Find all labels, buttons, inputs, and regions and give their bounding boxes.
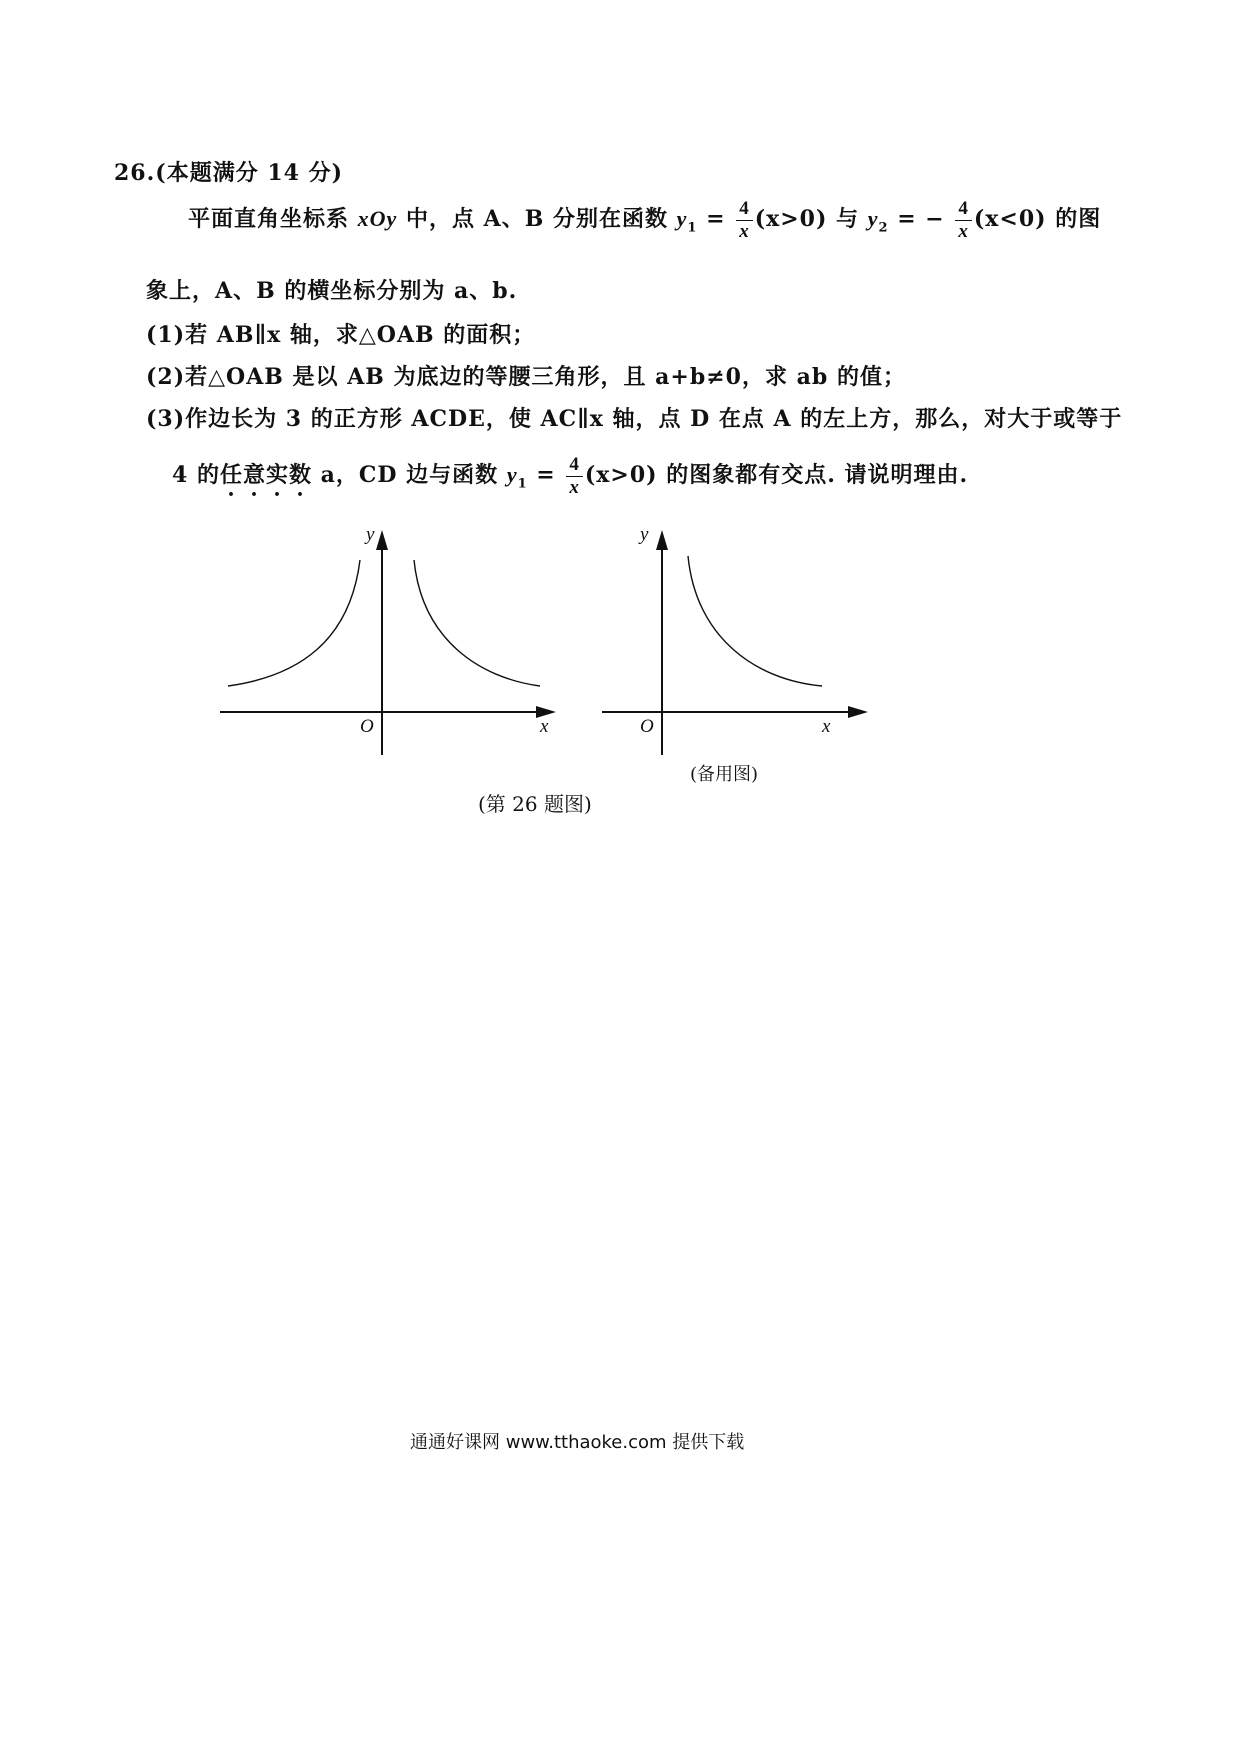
q3-emphasis-text: 任意实数: [219, 462, 312, 488]
hyperbola-figure-right: [596, 520, 896, 760]
problem-points: (本题满分 14 分): [155, 160, 344, 186]
q3-text-pre: 4 的: [172, 462, 220, 488]
curve-y2-negative-branch: [228, 560, 360, 686]
question-2: (2)若△OAB 是以 AB 为底边的等腰三角形，且 a+b≠0，求 ab 的值；: [146, 364, 906, 390]
intro-text-2: 中，点 A、B 分别在函数: [397, 206, 677, 232]
intro-text-1: 平面直角坐标系: [188, 206, 358, 232]
fraction-numerator-2: 4: [955, 198, 972, 221]
curve-y1-positive-branch: [414, 560, 540, 686]
q3-text-post: a，CD 边与函数: [311, 462, 507, 488]
coordinate-system-name: xOy: [357, 206, 398, 231]
function-y1: y: [676, 206, 688, 231]
function-y2-subscript: 2: [878, 220, 889, 236]
x-axis-label: x: [822, 716, 831, 737]
function-y1-subscript: 1: [687, 220, 698, 236]
domain-condition-2: (x<0) 的图: [973, 206, 1102, 232]
fraction-denominator: x: [739, 220, 750, 242]
q3-text-tail: (x>0) 的图象都有交点. 请说明理由.: [584, 462, 969, 488]
question-3-line-2: [172, 452, 968, 507]
equals-sign: =: [697, 206, 735, 232]
curve-y1-positive-branch: [688, 556, 822, 686]
x-axis-arrow: [848, 706, 868, 718]
origin-label: O: [360, 716, 374, 737]
intro-line-1: [188, 196, 1101, 251]
question-1: (1)若 AB∥x 轴，求△OAB 的面积；: [146, 322, 536, 348]
figure-caption: (第 26 题图): [478, 792, 592, 816]
q3-fraction-numerator: 4: [566, 454, 583, 477]
problem-number: 26.: [114, 160, 156, 186]
fraction-4-over-x: [736, 198, 753, 243]
hyperbola-figure-left: [210, 520, 570, 760]
question-3-line-1: (3)作边长为 3 的正方形 ACDE，使 AC∥x 轴，点 D 在点 A 的左上方，那么，对大于或等于: [146, 406, 1123, 432]
function-y2: y: [867, 206, 879, 231]
q3-function-y1: y: [506, 462, 518, 487]
y-axis-arrow: [656, 530, 668, 550]
fraction-denominator-2: x: [958, 220, 969, 242]
problem-header: [114, 156, 343, 187]
y-axis-label: y: [640, 524, 649, 545]
y-axis-arrow: [376, 530, 388, 550]
q3-equals-sign: =: [527, 462, 565, 488]
q3-fraction-4-over-x: [566, 454, 583, 499]
domain-condition-1: (x>0) 与: [754, 206, 868, 232]
footer-download-note: 通通好课网 www.tthaoke.com 提供下载: [410, 1432, 745, 1453]
intro-line-2: 象上，A、B 的横坐标分别为 a、b.: [146, 278, 518, 304]
origin-label: O: [640, 716, 654, 737]
q3-fraction-denominator: x: [569, 476, 580, 498]
fraction-numerator: 4: [736, 198, 753, 221]
x-axis-label: x: [540, 716, 549, 737]
spare-figure-caption: (备用图): [690, 764, 759, 785]
q3-function-y1-subscript: 1: [517, 476, 528, 492]
fraction-4-over-x-2: [955, 198, 972, 243]
equals-minus-sign: = −: [888, 206, 954, 232]
y-axis-label: y: [366, 524, 375, 545]
